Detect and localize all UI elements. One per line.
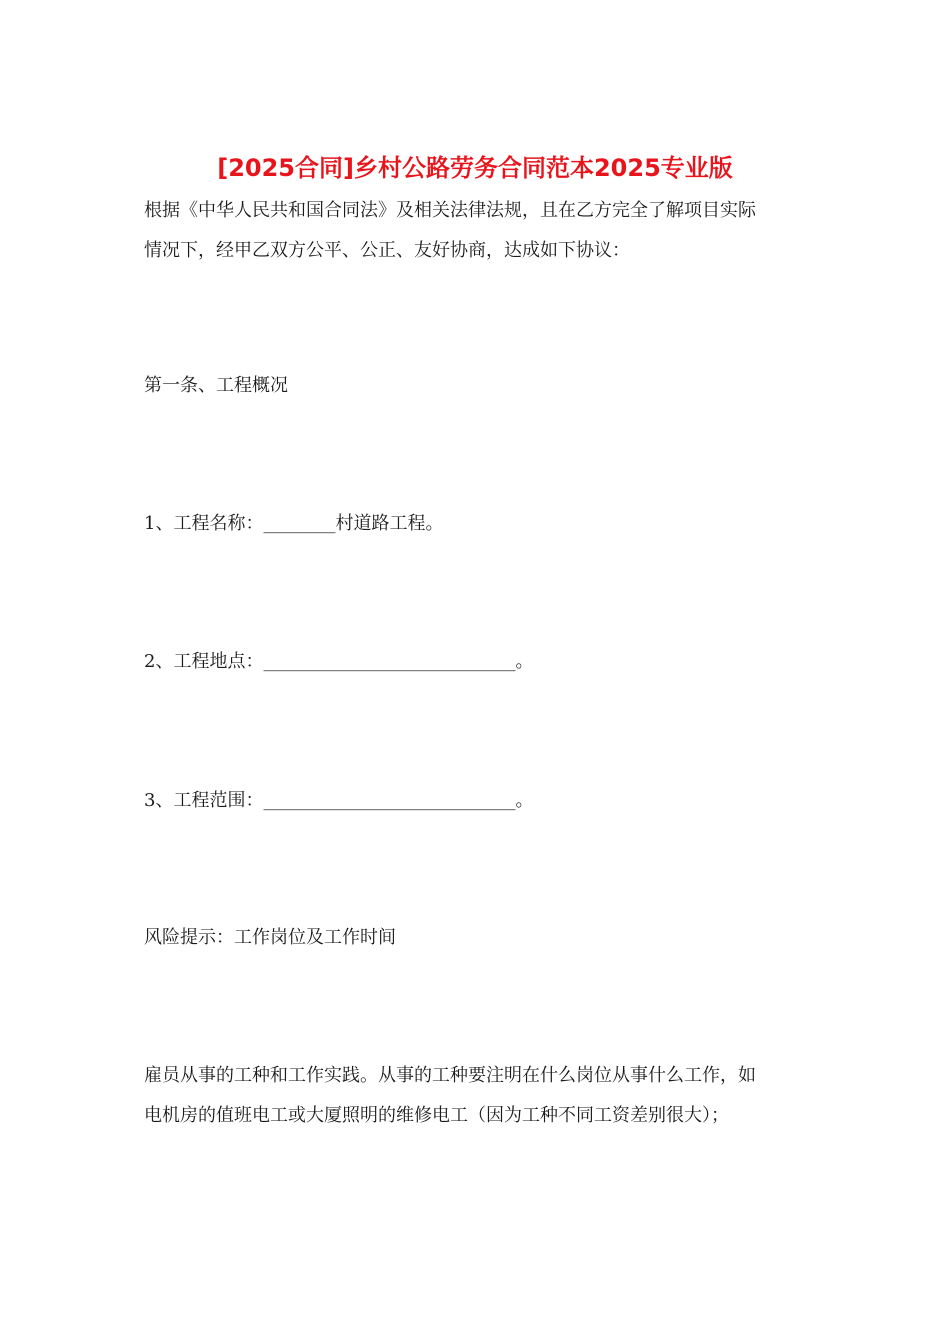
employee-paragraph-line-2: 电机房的值班电工或大厦照明的维修电工（因为工种不同工资差别很大）； [144,1105,729,1126]
intro-paragraph-line-1: 根据《中华人民共和国合同法》及相关法律法规，且在乙方完全了解项目实际 [144,200,756,221]
intro-paragraph-line-2: 情况下，经甲乙双方公平、公正、友好协商，达成如下协议： [144,240,630,261]
article-1-heading: 第一条、工程概况 [144,375,288,396]
item-project-location: 2、工程地点：____________________________。 [144,651,534,672]
item-project-scope: 3、工程范围：____________________________。 [144,790,534,811]
item-project-name: 1、工程名称：________村道路工程。 [144,513,444,534]
risk-notice-heading: 风险提示：工作岗位及工作时间 [144,927,396,948]
employee-paragraph-line-1: 雇员从事的工种和工作实践。从事的工种要注明在什么岗位从事什么工作，如 [144,1065,756,1086]
document-title: [2025合同]乡村公路劳务合同范本2025专业版 [217,154,733,182]
